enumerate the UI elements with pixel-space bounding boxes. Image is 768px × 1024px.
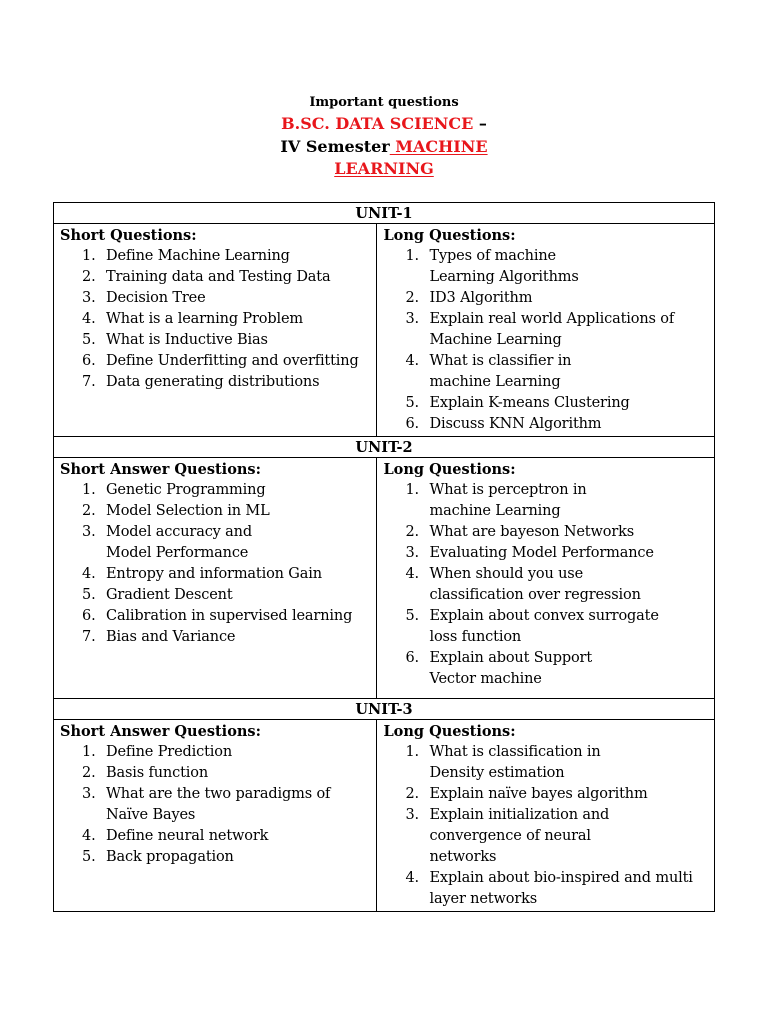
questions-table — [53, 202, 715, 912]
unit-title: UNIT-2 — [54, 437, 715, 458]
unit-content-row — [54, 458, 715, 699]
title-line-1 — [0, 113, 768, 136]
long-questions-cell — [377, 224, 715, 437]
subject-title-part1: MACHINE — [389, 136, 488, 156]
short-questions-cell — [54, 224, 377, 437]
unit-content-row — [54, 720, 715, 912]
list-item: 2. Training data and Testing Data — [82, 269, 331, 285]
list-item: 5. Gradient Descent — [82, 587, 233, 603]
short-questions-cell — [54, 458, 377, 699]
list-item: 2. What are bayeson Networks — [405, 524, 635, 540]
list-item: 7. Bias and Variance — [82, 629, 236, 645]
list-item: 2. ID3 Algorithm — [405, 290, 533, 306]
list-item: 1. Types of machine Learning Algorithms — [405, 248, 579, 285]
list-item: 1. Define Prediction — [82, 744, 233, 760]
program-title: B.SC. DATA SCIENCE — [281, 114, 474, 133]
title-dash: – — [473, 114, 487, 133]
list-item: 7. Data generating distributions — [82, 374, 320, 390]
list-item: 4. When should you use classification over regression — [405, 566, 641, 603]
unit-header-row — [54, 437, 715, 458]
list-item: 3. Model accuracy and Model Performance — [82, 524, 252, 561]
list-item: 6. Calibration in supervised learning — [82, 608, 353, 624]
list-item: 6. Define Underfitting and overfitting — [82, 353, 359, 369]
doc-label: Important questions — [309, 95, 459, 110]
title-line-3 — [0, 158, 768, 181]
long-questions-title: Long Questions: — [383, 461, 516, 478]
title-line-2 — [0, 136, 768, 159]
list-item: 5. Explain about convex surrogate loss function — [405, 608, 659, 645]
short-questions-cell — [54, 720, 377, 912]
long-questions-list — [383, 480, 710, 690]
list-item: 5. What is Inductive Bias — [82, 332, 268, 348]
list-item: 3. Evaluating Model Performance — [405, 545, 654, 561]
long-questions-list — [383, 742, 710, 910]
list-item: 4. What is classifier in machine Learning — [405, 353, 572, 390]
long-questions-title: Long Questions: — [383, 227, 516, 244]
unit-header-row — [54, 699, 715, 720]
long-questions-cell — [377, 720, 715, 912]
long-questions-list — [383, 246, 710, 435]
list-item: 2. Basis function — [82, 765, 209, 781]
list-item: 1. What is classification in Density estimation — [405, 744, 601, 781]
list-item: 3. Explain real world Applications of Machine Learning — [405, 311, 675, 348]
list-item: 2. Model Selection in ML — [82, 503, 270, 519]
list-item: 1. Define Machine Learning — [82, 248, 290, 264]
short-questions-list — [60, 480, 372, 648]
list-item: 2. Explain naïve bayes algorithm — [405, 786, 648, 802]
list-item: 5. Back propagation — [82, 849, 234, 865]
list-item: 4. Explain about bio-inspired and multi layer networks — [405, 870, 693, 907]
list-item: 5. Explain K-means Clustering — [405, 395, 630, 411]
short-questions-title: Short Answer Questions: — [60, 461, 261, 478]
unit-title: UNIT-3 — [54, 699, 715, 720]
unit-content-row — [54, 224, 715, 437]
unit-header-row — [54, 203, 715, 224]
long-questions-cell — [377, 458, 715, 699]
list-item: 1. Genetic Programming — [82, 482, 266, 498]
short-questions-list — [60, 246, 372, 393]
long-questions-title: Long Questions: — [383, 723, 516, 740]
list-item: 4. Entropy and information Gain — [82, 566, 322, 582]
short-questions-title: Short Questions: — [60, 227, 197, 244]
list-item: 3. What are the two paradigms of Naïve Bayes — [82, 786, 331, 823]
list-item: 1. What is perceptron in machine Learning — [405, 482, 587, 519]
list-item: 3. Decision Tree — [82, 290, 206, 306]
subject-title-part2: LEARNING — [334, 159, 434, 178]
list-item: 6. Explain about Support Vector machine — [405, 650, 593, 687]
short-questions-title: Short Answer Questions: — [60, 723, 261, 740]
list-item: 3. Explain initialization and convergence of neural networks — [405, 807, 610, 865]
list-item: 4. Define neural network — [82, 828, 269, 844]
list-item: 6. Discuss KNN Algorithm — [405, 416, 602, 432]
unit-title: UNIT-1 — [54, 203, 715, 224]
list-item: 4. What is a learning Problem — [82, 311, 304, 327]
document-header — [0, 94, 768, 181]
short-questions-list — [60, 742, 372, 868]
semester-label: IV Semester — [280, 136, 390, 156]
